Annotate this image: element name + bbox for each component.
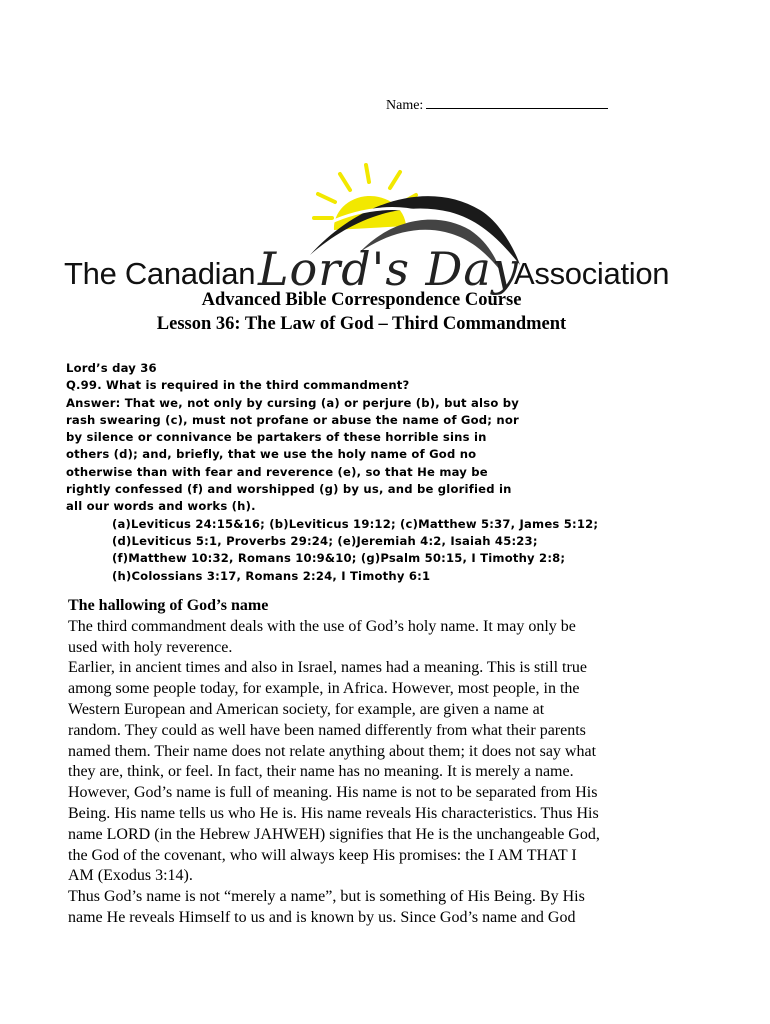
body-line: Thus God’s name is not “merely a name”, but is something of His Being. By His <box>68 888 585 906</box>
body-line: The third commandment deals with the use of God’s holy name. It may only be <box>68 617 576 635</box>
catechism-line: rightly confessed (f) and worshipped (g) by us, and be glorified in <box>66 482 512 497</box>
body-line: name LORD (in the Hebrew JAHWEH) signifies that He is the unchangeable God, <box>68 825 600 843</box>
body-line: named them. Their name does not relate anything about them; it does not say what <box>68 742 597 760</box>
catechism-line: by silence or connivance be partakers of these horrible sins in <box>66 430 487 445</box>
scripture-reference: (f)Matthew 10:32, Romans 10:9&10; (g)Psalm 50:15, I Timothy 2:8; <box>112 551 566 566</box>
lesson-title: Lesson 36: The Law of God – Third Commandment <box>156 314 567 334</box>
logo-text-right: Association <box>514 256 670 291</box>
name-label: Name: <box>386 98 424 113</box>
body-line: AM (Exodus 3:14). <box>68 867 193 885</box>
body-line: name He reveals Himself to us and is known by us. Since God’s name and God <box>68 908 576 926</box>
body-line: Earlier, in ancient times and also in Israel, names had a meaning. This is still true <box>68 659 587 677</box>
catechism-line: Q.99. What is required in the third commandment? <box>66 378 410 393</box>
catechism-line: all our words and works (h). <box>66 499 256 514</box>
scripture-reference: (h)Colossians 3:17, Romans 2:24, I Timothy 6:1 <box>112 568 431 583</box>
catechism-line: rash swearing (c), must not profane or abuse the name of God; nor <box>66 412 519 427</box>
catechism-line: others (d); and, briefly, that we use the holy name of God no <box>66 447 477 462</box>
name-blank-line <box>426 94 608 109</box>
section-heading: The hallowing of God’s name <box>68 597 269 614</box>
body-line: among some people today, for example, in Africa. However, most people, in the <box>68 680 580 698</box>
catechism-line: otherwise than with fear and reverence (e), so that He may be <box>66 464 488 479</box>
catechism-line: Answer: That we, not only by cursing (a) or perjure (b), but also by <box>66 395 519 410</box>
logo-text-left: The Canadian <box>64 256 256 291</box>
body-line: However, God’s name is full of meaning. His name is not to be separated from His <box>68 784 598 802</box>
body-line: the God of the covenant, who will always keep His promises: the I AM THAT I <box>68 846 577 864</box>
scripture-reference: (d)Leviticus 5:1, Proverbs 29:24; (e)Jeremiah 4:2, Isaiah 45:23; <box>112 533 538 548</box>
name-field <box>386 94 608 114</box>
body-line: used with holy reverence. <box>68 638 233 656</box>
scripture-reference: (a)Leviticus 24:15&16; (b)Leviticus 19:12; (c)Matthew 5:37, James 5:12; <box>112 516 599 531</box>
body-line: Being. His name tells us who He is. His name reveals His characteristics. Thus His <box>68 804 599 822</box>
course-title: Advanced Bible Correspondence Course <box>201 290 522 310</box>
body-line: they are, think, or feel. In fact, their name has no meaning. It is merely a name. <box>68 763 574 781</box>
body-line: random. They could as well have been named differently from what their parents <box>68 721 586 739</box>
lesson-section <box>68 596 718 929</box>
catechism-line: Lord’s day 36 <box>66 361 157 375</box>
catechism-block <box>66 360 666 585</box>
association-logo <box>60 160 680 310</box>
body-line: Western European and American society, for example, are given a name at <box>68 700 545 718</box>
logo-text-script: Lord's Day <box>258 242 519 296</box>
